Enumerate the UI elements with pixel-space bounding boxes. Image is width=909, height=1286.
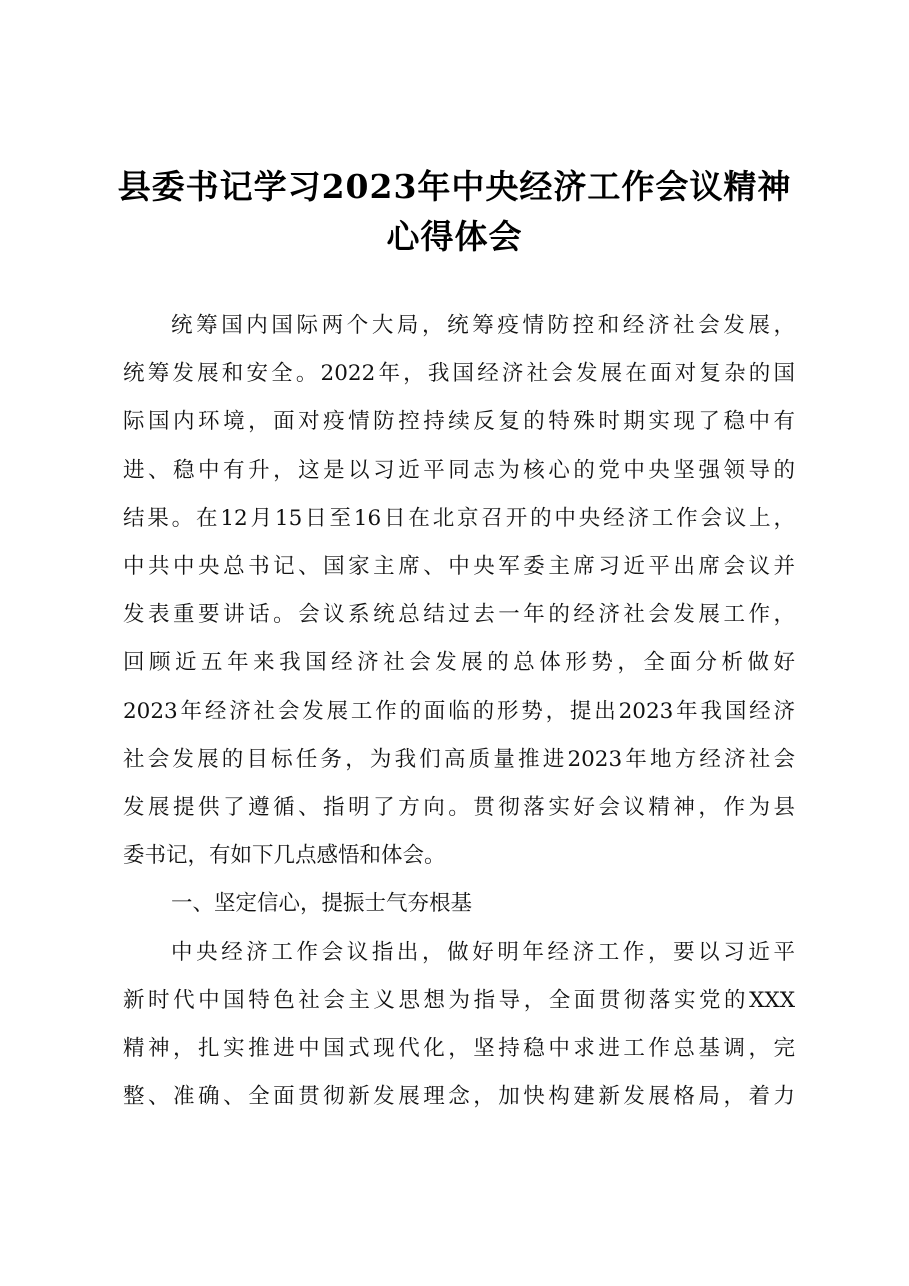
body-line: 统筹国内国际两个大局，统筹疫情防控和经济社会发展， xyxy=(171,313,795,338)
body-line: 进、稳中有升，这是以习近平同志为核心的党中央坚强领导的 xyxy=(123,457,795,483)
body-line: 结果。在12月15日至16日在北京召开的中央经济工作会议上， xyxy=(123,505,795,531)
body-line: 精神，扎实推进中国式现代化，坚持稳中求进工作总基调，完 xyxy=(123,1036,795,1061)
document-title-line-1: 县委书记学习2023年中央经济工作会议精神 xyxy=(117,167,792,206)
body-line: 新时代中国特色社会主义思想为指导，全面贯彻落实党的XXX xyxy=(123,987,795,1013)
body-line: 中央经济工作会议指出，做好明年经济工作，要以习近平 xyxy=(171,939,795,965)
body-line: 回顾近五年来我国经济社会发展的总体形势，全面分析做好 xyxy=(123,650,795,676)
body-line: 整、准确、全面贯彻新发展理念，加快构建新发展格局，着力 xyxy=(123,1084,795,1110)
document-title-line-2: 心得体会 xyxy=(386,217,523,256)
body-line: 委书记，有如下几点感悟和体会。 xyxy=(123,843,446,869)
body-line: 统筹发展和安全。2022年，我国经济社会发展在面对复杂的国 xyxy=(123,361,795,387)
body-line: 社会发展的目标任务，为我们高质量推进2023年地方经济社会 xyxy=(123,746,795,772)
body-line: 一、坚定信心，提振士气夯根基 xyxy=(171,891,473,917)
body-line: 际国内环境，面对疫情防控持续反复的特殊时期实现了稳中有 xyxy=(123,409,795,435)
body-line: 发表重要讲话。会议系统总结过去一年的经济社会发展工作， xyxy=(123,602,795,628)
body-line: 中共中央总书记、国家主席、中央军委主席习近平出席会议并 xyxy=(123,554,795,579)
body-line: 发展提供了遵循、指明了方向。贯彻落实好会议精神，作为县 xyxy=(123,795,795,820)
body-line: 2023年经济社会发展工作的面临的形势，提出2023年我国经济 xyxy=(123,698,795,724)
